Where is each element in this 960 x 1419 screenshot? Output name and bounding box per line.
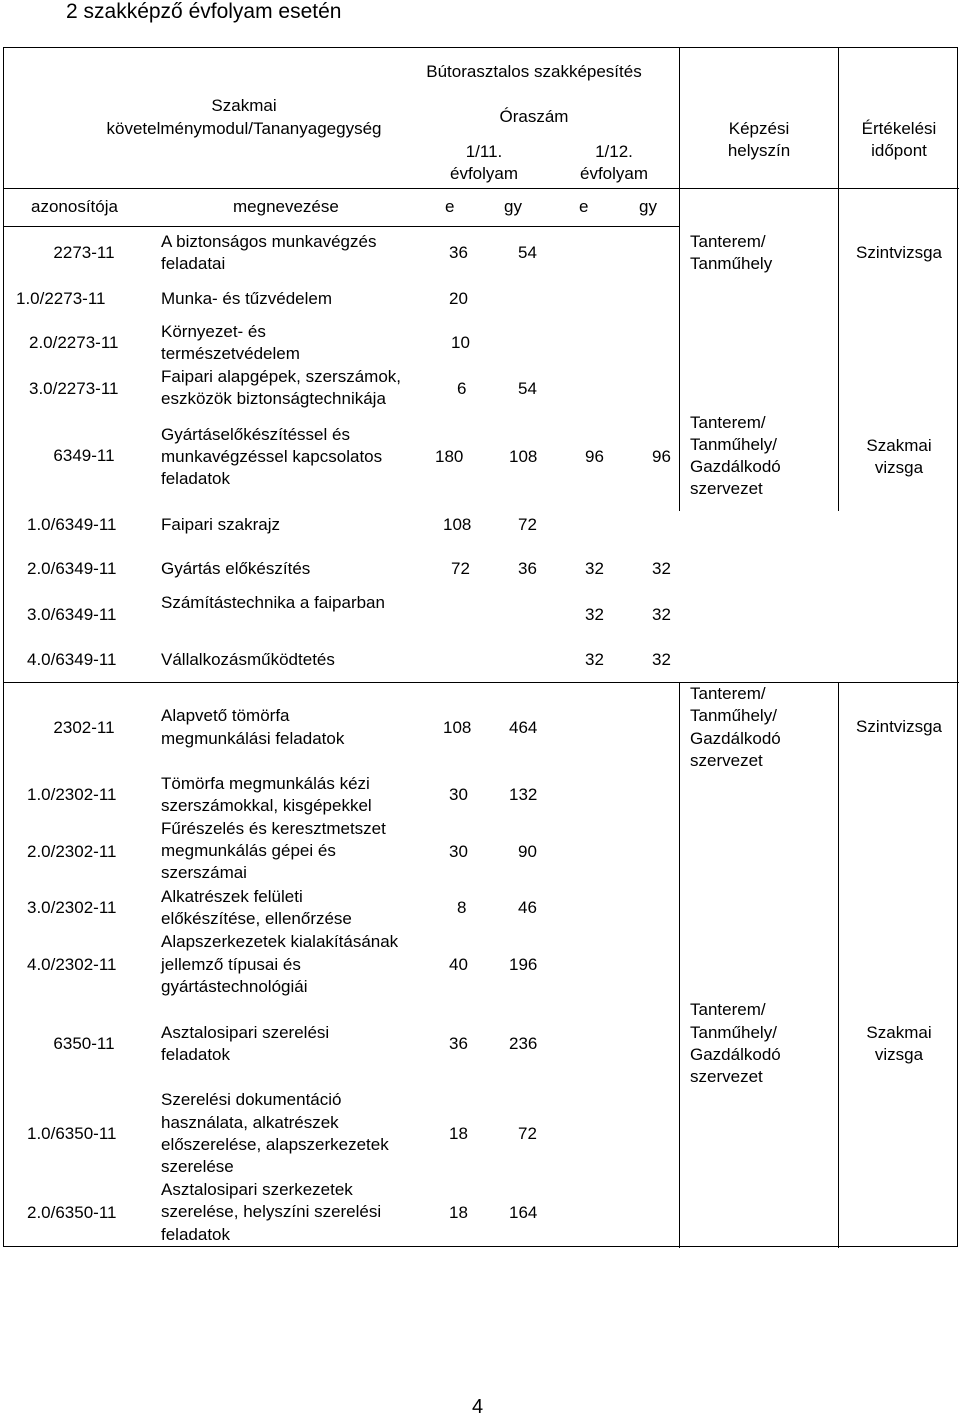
assessment: Szintvizsga xyxy=(856,717,942,736)
location-header-line1: Képzési xyxy=(728,119,790,138)
hours-e1: 108 xyxy=(443,718,472,737)
unit-name: Vállalkozásműködtetés xyxy=(161,650,335,669)
gy2-column-label: gy xyxy=(639,197,657,216)
assessment-header-line1: Értékelési xyxy=(861,119,937,138)
hours-gy1: 108 xyxy=(509,447,538,466)
unit-id: 1.0/2302-11 xyxy=(27,785,117,804)
location-line1: Tanterem/ xyxy=(690,413,766,432)
location-line1: Tanterem/ xyxy=(690,1000,766,1019)
module-id: 6349-11 xyxy=(53,446,115,465)
assessment-line1: Szakmai xyxy=(866,1023,932,1042)
assessment-line2: vizsga xyxy=(874,458,924,477)
module-id: 2302-11 xyxy=(53,718,115,737)
location-line1: Tanterem/ xyxy=(690,684,766,703)
hours-e2: 32 xyxy=(585,650,604,669)
assessment-line1: Szakmai xyxy=(866,436,932,455)
location-line3: Gazdálkodó xyxy=(690,729,781,748)
unit-name-line1: Tömörfa megmunkálás kézi xyxy=(161,774,370,793)
unit-name-line1: Szerelési dokumentáció xyxy=(161,1090,342,1109)
unit-id: 1.0/6349-11 xyxy=(27,515,117,534)
location-line2: Tanműhely/ xyxy=(690,706,777,725)
unit-name-line2: szerelése, helyszíni szerelési xyxy=(161,1202,382,1221)
unit-id: 2.0/2273-11 xyxy=(29,333,119,352)
hours-gy2: 32 xyxy=(652,559,671,578)
hours-e1: 20 xyxy=(449,289,468,308)
year2-line2: évfolyam xyxy=(579,164,649,183)
gy1-column-label: gy xyxy=(504,197,522,216)
unit-name-line3: gyártástechnológiái xyxy=(161,977,308,996)
module-id: 6350-11 xyxy=(53,1034,115,1053)
location-line4: szervezet xyxy=(690,479,763,498)
unit-name: Számítástechnika a faiparban xyxy=(161,593,385,612)
unit-name-line4: szerelése xyxy=(161,1157,234,1176)
module-header-line2: követelménymodul/Tananyagegység xyxy=(106,119,382,138)
location-line2: Tanműhely/ xyxy=(690,1023,777,1042)
location-line2: Tanműhely xyxy=(690,254,773,273)
unit-name-line1: Asztalosipari szerkezetek xyxy=(161,1180,353,1199)
location-header-line2: helyszín xyxy=(727,141,791,160)
module-name-line3: feladatok xyxy=(161,469,230,488)
unit-id: 2.0/2302-11 xyxy=(27,842,117,861)
hours-e1: 8 xyxy=(457,898,467,917)
page-title: 2 szakképző évfolyam esetén xyxy=(66,0,342,23)
hours-e1: 6 xyxy=(457,379,467,398)
e2-column-label: e xyxy=(579,197,589,216)
hours-e2: 96 xyxy=(585,447,604,466)
year2-line1: 1/12. xyxy=(595,142,633,161)
id-column-label: azonosítója xyxy=(31,197,118,216)
hours-e1: 10 xyxy=(451,333,470,352)
hours-e1: 30 xyxy=(449,785,468,804)
unit-name-line2: megmunkálás gépei és xyxy=(161,841,336,860)
hours-gy1: 236 xyxy=(509,1034,538,1053)
unit-id: 1.0/6350-11 xyxy=(27,1124,117,1143)
hours-e1: 108 xyxy=(443,515,472,534)
hours-header: Óraszám xyxy=(499,107,569,126)
module-name-line2: feladatok xyxy=(161,1045,230,1064)
module-header-line1: Szakmai xyxy=(211,96,277,115)
unit-name-line1: Faipari alapgépek, szerszámok, xyxy=(161,367,402,386)
unit-id: 3.0/2273-11 xyxy=(29,379,119,398)
unit-id: 3.0/6349-11 xyxy=(27,605,117,624)
row-divider xyxy=(4,226,679,227)
hours-gy2: 32 xyxy=(652,605,671,624)
row-divider xyxy=(4,682,959,683)
module-name-line1: Alapvető tömörfa xyxy=(161,706,290,725)
unit-name-line2: szerszámokkal, kisgépekkel xyxy=(161,796,372,815)
unit-name-line2: előkészítése, ellenőrzése xyxy=(161,909,352,928)
unit-id: 2.0/6350-11 xyxy=(27,1203,117,1222)
module-name-line2: munkavégzéssel kapcsolatos xyxy=(161,447,383,466)
name-column-label: megnevezése xyxy=(233,197,339,216)
hours-gy1: 90 xyxy=(518,842,537,861)
unit-name-line3: feladatok xyxy=(161,1225,230,1244)
location-line3: Gazdálkodó xyxy=(690,457,781,476)
unit-name: Faipari szakrajz xyxy=(161,515,281,534)
module-name-line2: feladatai xyxy=(161,254,226,273)
unit-name-line2: használata, alkatrészek xyxy=(161,1113,339,1132)
unit-id: 2.0/6349-11 xyxy=(27,559,117,578)
unit-name-line1: Alapszerkezetek kialakításának xyxy=(161,932,399,951)
module-name-line1: Gyártáselőkészítéssel és xyxy=(161,425,350,444)
unit-name-line2: természetvédelem xyxy=(161,344,300,363)
unit-name-line1: Fűrészelés és keresztmetszet xyxy=(161,819,386,838)
hours-gy1: 54 xyxy=(518,243,537,262)
year1-line2: évfolyam xyxy=(449,164,519,183)
module-name-line2: megmunkálási feladatok xyxy=(161,729,345,748)
hours-gy1: 46 xyxy=(518,898,537,917)
assessment-line2: vizsga xyxy=(874,1045,924,1064)
column-divider xyxy=(679,48,680,511)
hours-e1: 40 xyxy=(449,955,468,974)
location-line4: szervezet xyxy=(690,751,763,770)
assessment-header-line2: időpont xyxy=(871,141,927,160)
qualification-title: Bútorasztalos szakképesítés xyxy=(426,62,642,81)
location-line1: Tanterem/ xyxy=(690,232,766,251)
hours-e1: 18 xyxy=(449,1124,468,1143)
module-name-line1: Asztalosipari szerelési xyxy=(161,1023,330,1042)
hours-e1: 30 xyxy=(449,842,468,861)
location-line3: Gazdálkodó xyxy=(690,1045,781,1064)
unit-name-line1: Környezet- és xyxy=(161,322,266,341)
unit-id: 3.0/2302-11 xyxy=(27,898,117,917)
hours-gy1: 72 xyxy=(518,1124,537,1143)
hours-gy1: 54 xyxy=(518,379,537,398)
hours-e1: 72 xyxy=(451,559,470,578)
unit-name-line2: eszközök biztonságtechnikája xyxy=(161,389,386,408)
unit-id: 1.0/2273-11 xyxy=(16,289,106,308)
hours-e2: 32 xyxy=(585,559,604,578)
module-id: 2273-11 xyxy=(53,243,115,262)
page-number: 4 xyxy=(472,1396,484,1418)
unit-id: 4.0/6349-11 xyxy=(27,650,117,669)
location-line2: Tanműhely/ xyxy=(690,435,777,454)
unit-name: Gyártás előkészítés xyxy=(161,559,311,578)
unit-name-line3: előszerelése, alapszerkezetek xyxy=(161,1135,389,1154)
hours-gy1: 36 xyxy=(518,559,537,578)
row-divider xyxy=(4,188,959,189)
unit-id: 4.0/2302-11 xyxy=(27,955,117,974)
location-line4: szervezet xyxy=(690,1067,763,1086)
hours-gy1: 132 xyxy=(509,785,538,804)
assessment: Szintvizsga xyxy=(856,243,942,262)
unit-name-line3: szerszámai xyxy=(161,863,247,882)
hours-gy2: 32 xyxy=(652,650,671,669)
column-divider xyxy=(838,682,839,1248)
curriculum-table xyxy=(3,47,958,1247)
hours-gy1: 196 xyxy=(509,955,538,974)
hours-gy1: 72 xyxy=(518,515,537,534)
hours-e1: 36 xyxy=(449,243,468,262)
hours-e1: 36 xyxy=(449,1034,468,1053)
hours-e1: 18 xyxy=(449,1203,468,1222)
hours-gy2: 96 xyxy=(652,447,671,466)
unit-name-line1: Alkatrészek felületi xyxy=(161,887,303,906)
unit-name-line2: jellemző típusai és xyxy=(161,955,301,974)
unit-name: Munka- és tűzvédelem xyxy=(161,289,333,308)
year1-line1: 1/11. xyxy=(465,142,503,161)
hours-gy1: 464 xyxy=(509,718,538,737)
module-name-line1: A biztonságos munkavégzés xyxy=(161,232,377,251)
hours-e2: 32 xyxy=(585,605,604,624)
column-divider xyxy=(679,682,680,1248)
hours-gy1: 164 xyxy=(509,1203,538,1222)
hours-e1: 180 xyxy=(435,447,464,466)
e1-column-label: e xyxy=(445,197,455,216)
